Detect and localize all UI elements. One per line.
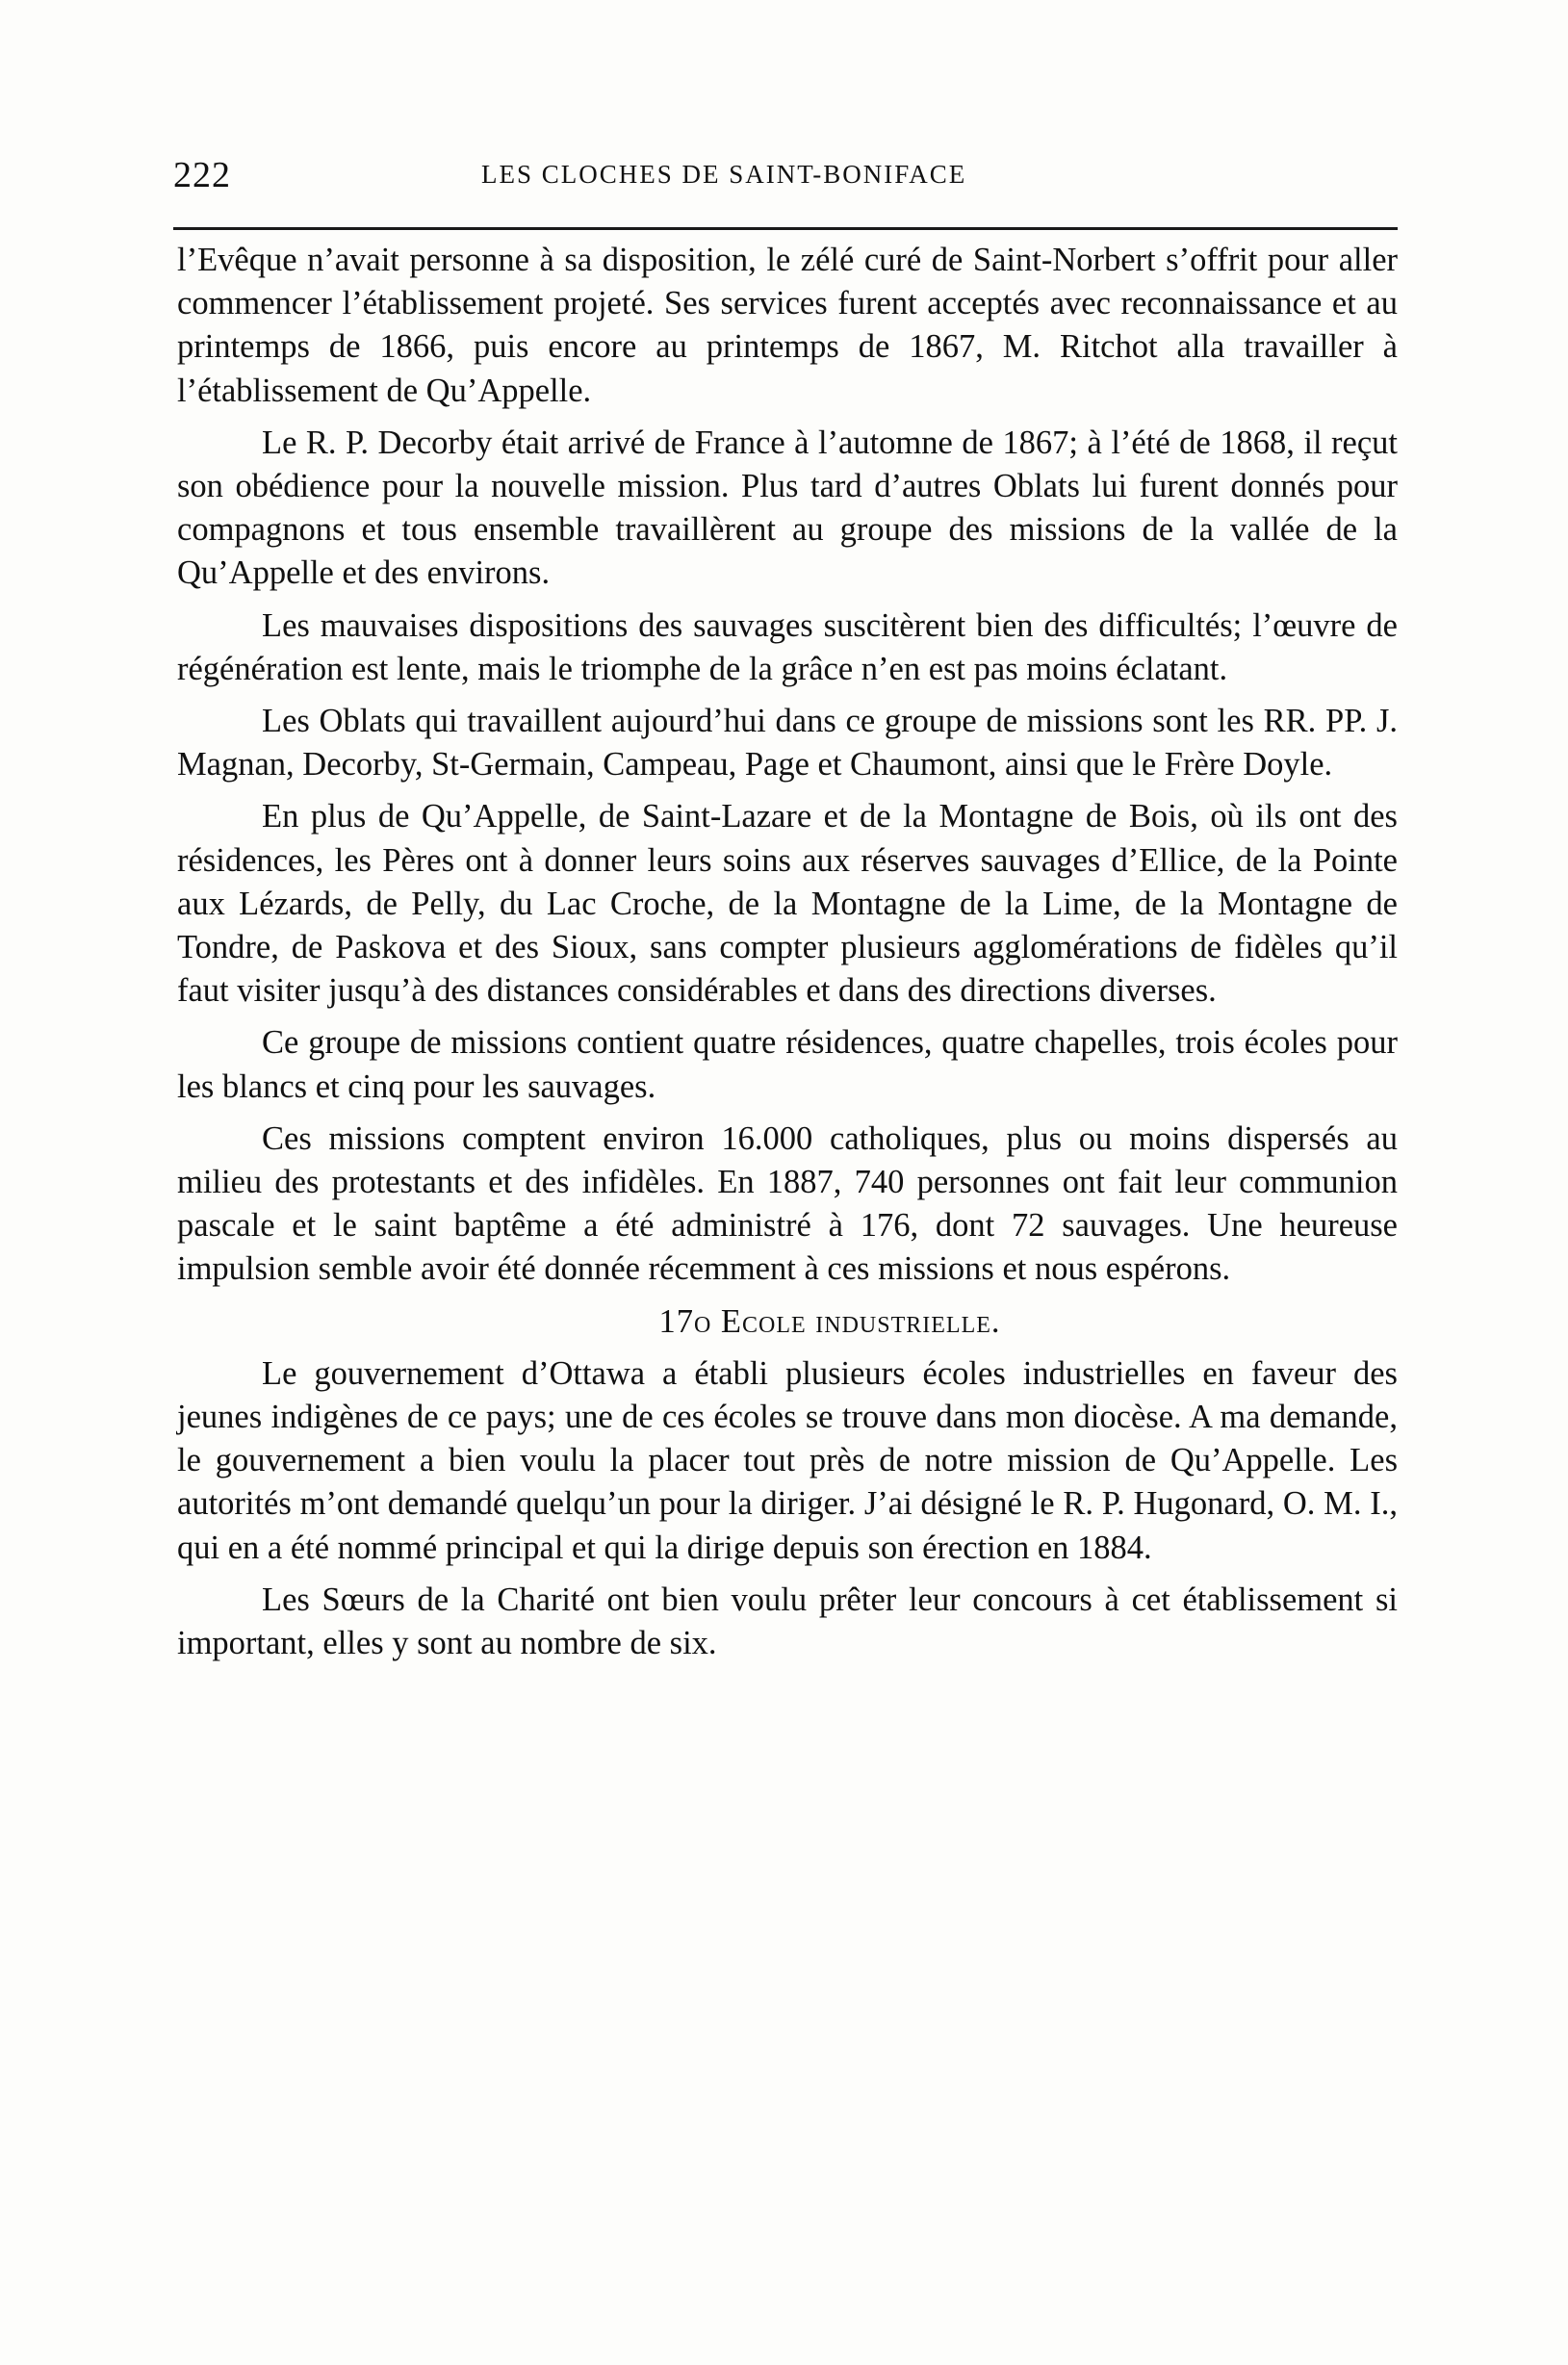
paragraph: Le R. P. Decorby était arrivé de France à l’automne de 1867; à l’été de 1868, il reçut son obédience pour la nouvelle mission. Plus tard d’autres Oblats lui furent donnés pour compagnons et tous ensemble travaillèrent au groupe des missions de la vallée de la Qu’Appelle et des environs. — [177, 424, 1398, 592]
paragraph: Les mauvaises dispositions des sauvages suscitèrent bien des difficultés; l’œuvre de régénération est lente, mais le triomphe de la grâce n’en est pas moins éclatant. — [177, 606, 1398, 687]
paragraph: Les Sœurs de la Charité ont bien voulu prêter leur concours à cet établissement si important, elles y sont au nombre de six. — [177, 1581, 1398, 1662]
page-header — [173, 154, 1396, 196]
page-number: 222 — [173, 155, 231, 195]
paragraph: Les Oblats qui travaillent aujourd’hui dans ce groupe de missions sont les RR. PP. J. Magnan, Decorby, St-Germain, Campeau, Page et Chaumont, ainsi que le Frère Doyle. — [177, 703, 1398, 784]
header-rule — [173, 227, 1398, 230]
paragraph: Ce groupe de missions contient quatre résidences, quatre chapelles, trois écoles pour les blancs et cinq pour les sauvages. — [177, 1024, 1398, 1105]
paragraph: l’Evêque n’avait personne à sa disposition, le zélé curé de Saint-Norbert s’offrit pour aller commencer l’établissement projeté. Ses services furent acceptés avec reconnaissance et au printemps de 1866, puis encore au printemps de 1867, M. Ritchot alla travailler à l’établissement de Qu’Appelle. — [177, 242, 1398, 409]
body-text — [177, 239, 1398, 1674]
paragraph: En plus de Qu’Appelle, de Saint-Lazare et de la Montagne de Bois, où ils ont des résidences, les Pères ont à donner leurs soins aux réserves sauvages d’Ellice, de la Pointe aux Lézards, de Pelly, du Lac Croche, de la Montagne de la Lime, de la Montagne de Tondre, de Paskova et des Sioux, sans compter plusieurs agglomérations de fidèles qu’il faut visiter jusqu’à des distances considérables et dans des directions diverses. — [177, 798, 1398, 1010]
section-heading: 17o Ecole industrielle. — [658, 1302, 1001, 1340]
paragraph: Ces missions comptent environ 16.000 catholiques, plus ou moins dispersés au milieu des protestants et des infidèles. En 1887, 740 personnes ont fait leur communion pascale et le saint baptême a été administré à 176, dont 72 sauvages. Une heureuse impulsion semble avoir été donnée récemment à ces missions et nous espérons. — [177, 1119, 1398, 1288]
running-title: LES CLOCHES DE SAINT-BONIFACE — [481, 160, 967, 189]
paragraph: Le gouvernement d’Ottawa a établi plusieurs écoles industrielles en faveur des jeunes indigènes de ce pays; une de ces écoles se trouve dans mon diocèse. A ma demande, le gouvernement a bien voulu la placer tout près de notre mission de Qu’Appelle. Les autorités m’ont demandé quelqu’un pour la diriger. J’ai désigné le R. P. Hugonard, O. M. I., qui en a été nommé principal et qui la dirige depuis son érection en 1884. — [177, 1354, 1398, 1566]
